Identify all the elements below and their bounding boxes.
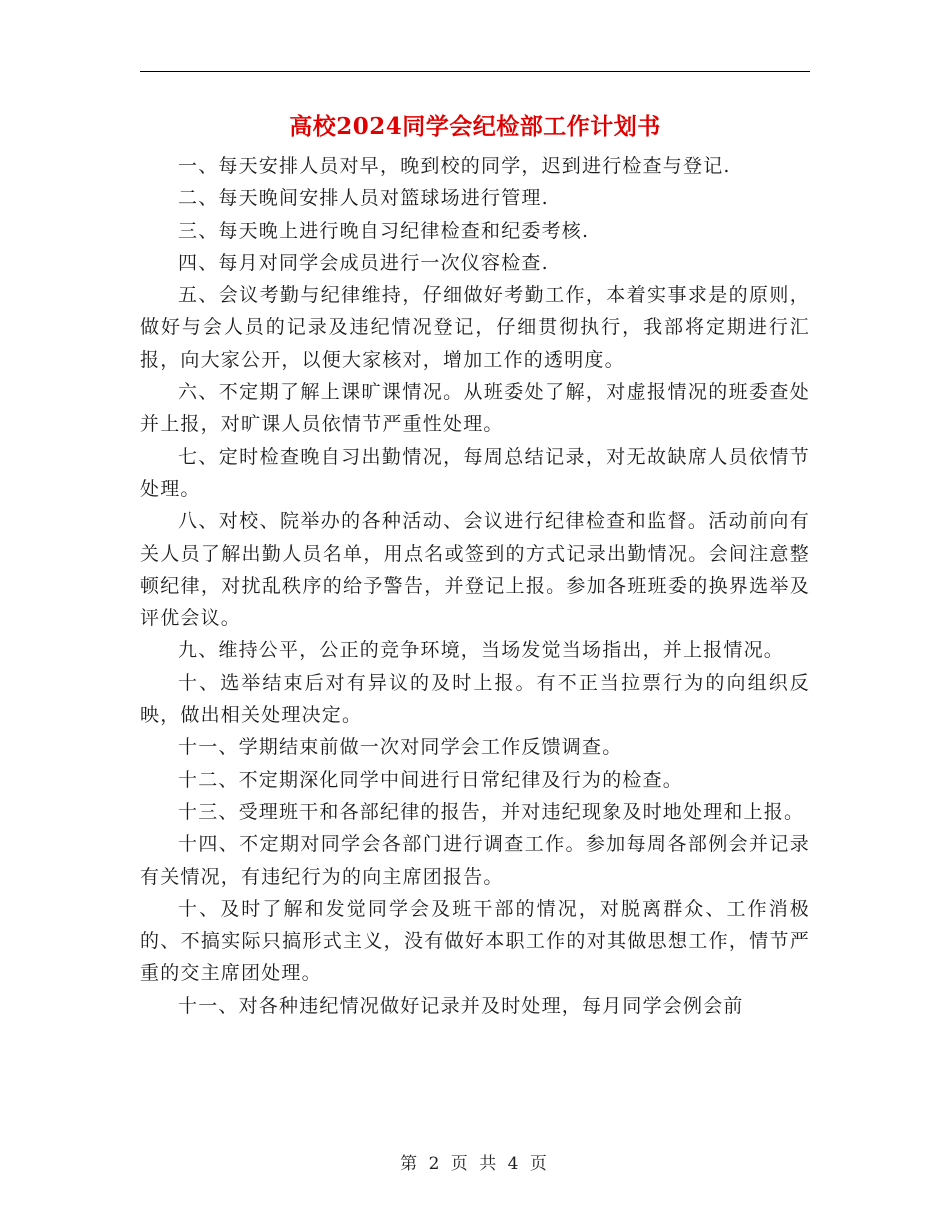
paragraph-11: 十一、学期结束前做一次对同学会工作反馈调查。	[178, 736, 623, 759]
paragraph-14: 十四、不定期对同学会各部门进行调查工作。参加每周各部例会并记录有关情况，有违纪行为的向主席团报告。	[140, 833, 810, 888]
paragraph-2: 二、每天晚间安排人员对篮球场进行管理.	[178, 187, 549, 210]
paragraph-10: 十、选举结束后对有异议的及时上报。有不正当拉票行为的向组织反映，做出相关处理决定。	[140, 671, 810, 727]
document-title: 高校2024同学会纪检部工作计划书	[289, 113, 661, 140]
paragraph-5: 五、会议考勤与纪律维持，仔细做好考勤工作，本着实事求是的原则，做好与会人员的记录及违纪情况登记，仔细贯彻执行，我部将定期进行汇报，向大家公开，以便大家核对，增加工作的透明度。	[140, 284, 810, 371]
paragraph-13: 十三、受理班干和各部纪律的报告，并对违纪现象及时地处理和上报。	[178, 800, 805, 823]
page-number-footer: 第 2 页 共 4 页	[400, 1154, 550, 1174]
paragraph-3: 三、每天晚上进行晚自习纪律检查和纪委考核.	[178, 219, 590, 242]
paragraph-4: 四、每月对同学会成员进行一次仪容检查.	[178, 251, 549, 274]
paragraph-9: 九、维持公平，公正的竞争环境，当场发觉当场指出，并上报情况。	[178, 639, 785, 662]
paragraph-1: 一、每天安排人员对早，晚到校的同学，迟到进行检查与登记.	[178, 155, 731, 177]
paragraph-12: 十二、不定期深化同学中间进行日常纪律及行为的检查。	[178, 768, 684, 791]
header-rule	[140, 71, 810, 72]
paragraph-8: 八、对校、院举办的各种活动、会议进行纪律检查和监督。活动前向有关人员了解出勤人员名单，用点名或签到的方式记录出勤情况。会间注意整顿纪律，对扰乱秩序的给予警告，并登记上报。参加各班班委的换界选举及评优会议。	[140, 510, 810, 630]
paragraph-16: 十一、对各种违纪情况做好记录并及时处理，每月同学会例会前	[178, 994, 744, 1017]
paragraph-6: 六、不定期了解上课旷课情况。从班委处了解，对虚报情况的班委查处并上报，对旷课人员依情节严重性处理。	[140, 381, 810, 436]
paragraph-15: 十、及时了解和发觉同学会及班干部的情况，对脱离群众、工作消极的、不搞实际只搞形式主义，没有做好本职工作的对其做思想工作，情节严重的交主席团处理。	[140, 897, 810, 985]
document-body	[140, 150, 810, 1022]
paragraph-7: 七、定时检查晚自习出勤情况，每周总结记录，对无故缺席人员依情节处理。	[140, 445, 810, 500]
